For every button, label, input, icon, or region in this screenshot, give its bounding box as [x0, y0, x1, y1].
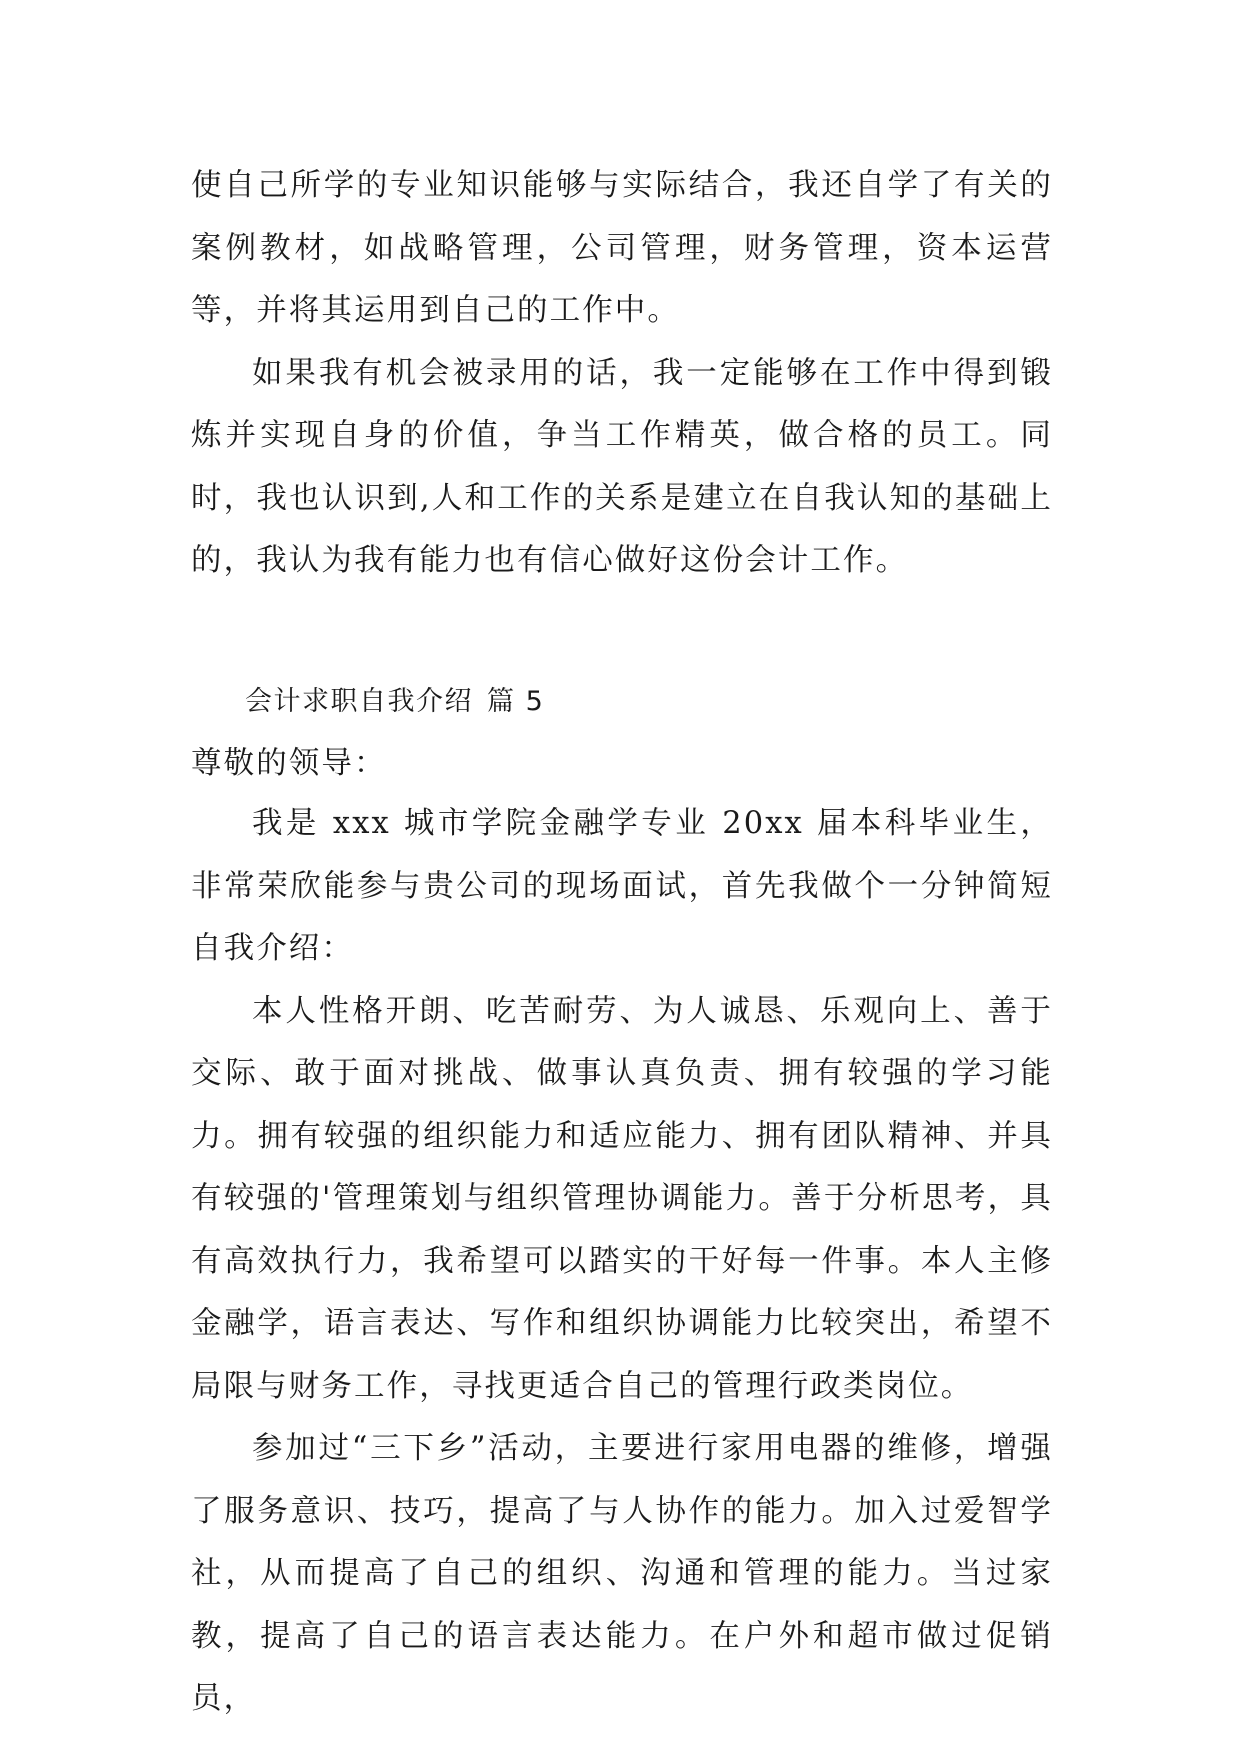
- paragraph-experience: 参加过“三下乡”活动，主要进行家用电器的维修，增强了服务意识、技巧，提高了与人协作的能力。加入过爱智学社，从而提高了自己的组织、沟通和管理的能力。当过家教，提高了自己的语言表达能力。在户外和超市做过促销员，: [191, 1431, 1053, 1716]
- section-heading: [191, 671, 1053, 734]
- section-title: 会计求职自我介绍: [245, 685, 473, 717]
- paragraph-introduction: 我是 xxx 城市学院金融学专业 20xx 届本科毕业生，非常荣欣能参与贵公司的现场面试，首先我做个一分钟简短自我介绍：: [191, 806, 1053, 966]
- section-spacer: [191, 593, 1053, 671]
- paragraph-personality: 本人性格开朗、吃苦耐劳、为人诚恳、乐观向上、善于交际、敢于面对挑战、做事认真负责、拥有较强的学习能力。拥有较强的组织能力和适应能力、拥有团队精神、并具有较强的'管理策划与组织管理协调能力。善于分析思考，具有高效执行力，我希望可以踏实的干好每一件事。本人主修金融学，语言表达、写作和组织协调能力比较突出，希望不局限与财务工作，寻找更适合自己的管理行政类岗位。: [191, 993, 1053, 1404]
- greeting: 尊敬的领导：: [191, 746, 387, 781]
- paragraph-hiring-outlook: 如果我有机会被录用的话，我一定能够在工作中得到锻炼并实现自身的价值，争当工作精英，做合格的员工。同时，我也认识到,人和工作的关系是建立在自我认知的基础上的，我认为我有能力也有信心做好这份会计工作。: [191, 355, 1053, 578]
- section-number: 篇 5: [487, 685, 545, 717]
- paragraph-continuation: 使自己所学的专业知识能够与实际结合，我还自学了有关的案例教材，如战略管理，公司管理，财务管理，资本运营等，并将其运用到自己的工作中。: [191, 168, 1053, 328]
- document-body: [191, 155, 1053, 1731]
